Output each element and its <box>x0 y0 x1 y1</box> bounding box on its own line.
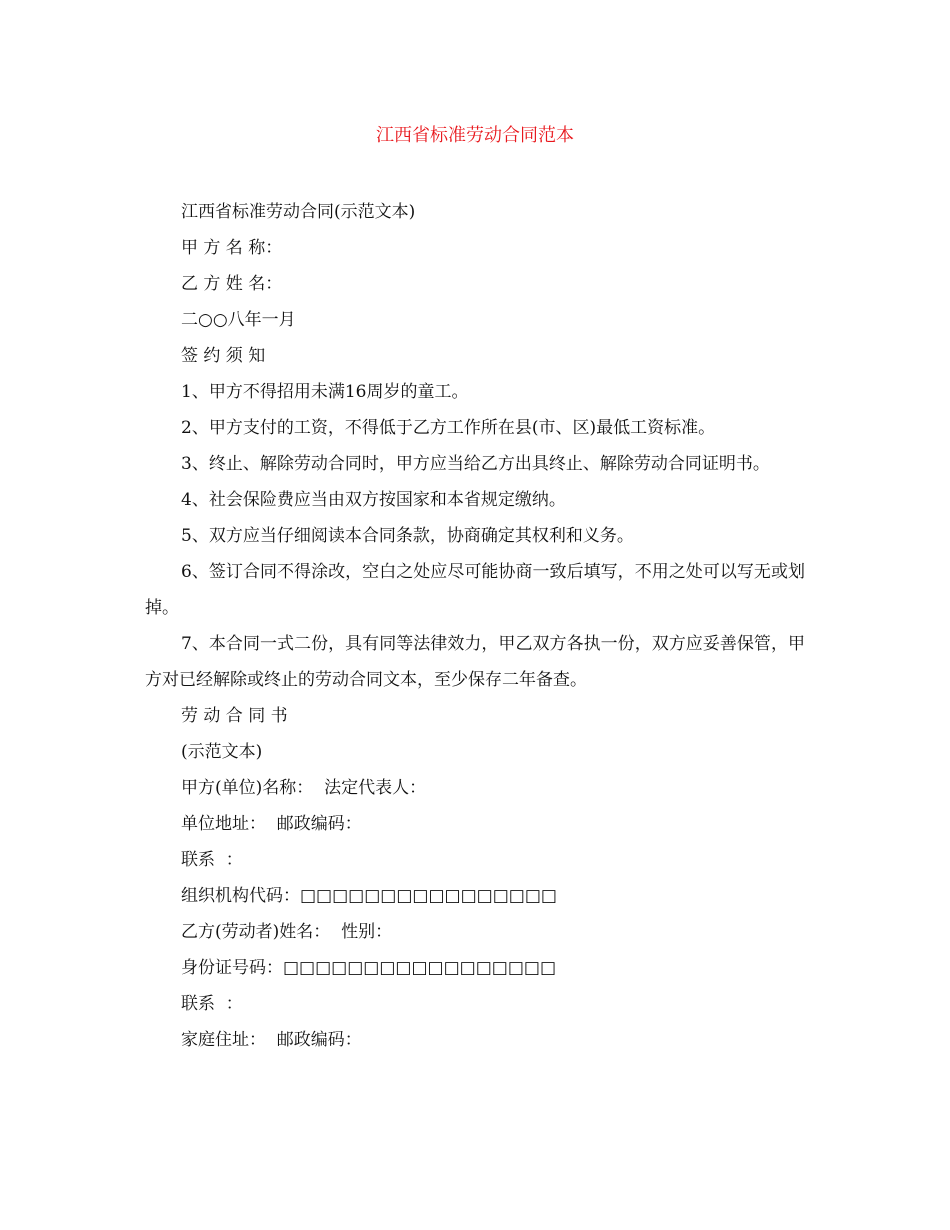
paragraph-date: 二○○八年一月 <box>181 310 296 330</box>
paragraph-id-number: 身份证号码：□□□□□□□□□□□□□□□□□ <box>181 958 557 978</box>
paragraph-notice-1: 1、甲方不得招用未满16周岁的童工。 <box>181 382 469 402</box>
paragraph-notice-3: 3、终止、解除劳动合同时，甲方应当给乙方出具终止、解除劳动合同证明书。 <box>181 454 770 474</box>
paragraph-home-address: 家庭住址： 邮政编码： <box>181 1030 362 1050</box>
paragraph-notice-4: 4、社会保险费应当由双方按国家和本省规定缴纳。 <box>181 490 566 510</box>
paragraph-model-text: (示范文本) <box>181 742 263 762</box>
paragraph-party-b-worker: 乙方(劳动者)姓名： 性别： <box>181 922 393 942</box>
paragraph-party-a-unit: 甲方(单位)名称： 法定代表人： <box>181 778 427 798</box>
paragraph-notice-2: 2、甲方支付的工资，不得低于乙方工作所在县(市、区)最低工资标准。 <box>181 418 716 438</box>
paragraph-signing-notice-heading: 签 约 须 知 <box>181 346 266 366</box>
paragraph-unit-address: 单位地址： 邮政编码： <box>181 814 362 834</box>
paragraph-notice-6: 6、签订合同不得涂改，空白之处应尽可能协商一致后填写，不用之处可以写无或划掉。 <box>145 562 805 618</box>
paragraph-subtitle: 江西省标准劳动合同(示范文本) <box>181 202 416 222</box>
paragraph-contact-a: 联系 ： <box>181 850 243 870</box>
paragraph-notice-7: 7、本合同一式二份，具有同等法律效力，甲乙双方各执一份，双方应妥善保管，甲方对已经解除或终止的劳动合同文本，至少保存二年备查。 <box>145 634 805 690</box>
paragraph-party-a-name: 甲 方 名 称： <box>181 238 283 258</box>
paragraph-contract-heading: 劳 动 合 同 书 <box>181 706 288 726</box>
paragraph-party-b-name: 乙 方 姓 名： <box>181 274 283 294</box>
document-title: 江西省标准劳动合同范本 <box>376 125 574 146</box>
paragraph-notice-5: 5、双方应当仔细阅读本合同条款，协商确定其权利和义务。 <box>181 526 634 546</box>
paragraph-org-code: 组织机构代码：□□□□□□□□□□□□□□□□ <box>181 886 557 906</box>
paragraph-contact-b: 联系 ： <box>181 994 243 1014</box>
document-body <box>145 194 805 1058</box>
